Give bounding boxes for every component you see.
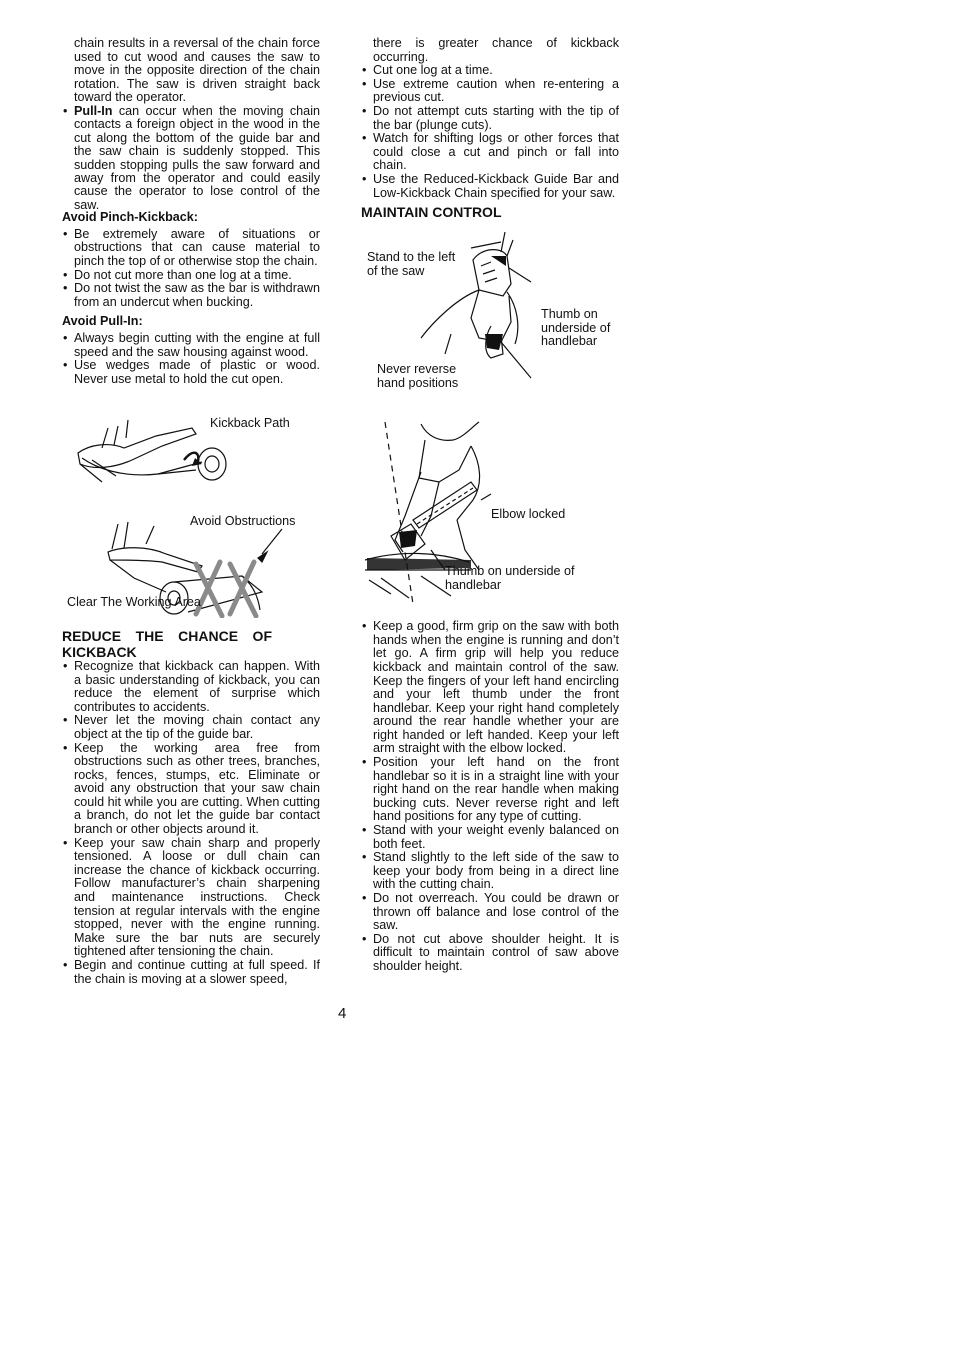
list-item: • Do not twist the saw as the bar is withdrawn from an undercut when bucking.: [62, 282, 320, 309]
maintain-control-heading: MAINTAIN CONTROL: [361, 204, 502, 221]
kickback-path-figure: [62, 408, 320, 508]
avoid-pinch-heading: Avoid Pinch-Kickback:: [62, 210, 198, 225]
avoid-pinch-list: [62, 228, 320, 310]
list-item: • Do not cut above shoulder height. It is difficult to maintain control of saw above shoulder height.: [361, 933, 619, 974]
clear-working-area-label: Clear The Working Area: [67, 595, 201, 610]
pull-in-item: [62, 105, 320, 212]
list-item: • Never let the moving chain contact any object at the tip of the guide bar.: [62, 714, 320, 741]
thumb-underside-label: Thumb on underside of handlebar: [541, 307, 611, 349]
pull-in-text: can occur when the moving chain contacts a foreign object in the wood in the cut along the bottom of the guide bar and the saw chain is suddenly stopped. This sudden stopping pulls the saw forward and away from the operator and could easily cause the operator to lose control of the saw.: [74, 103, 320, 212]
reduce-kickback-list: [62, 660, 320, 986]
list-item: • Begin and continue cutting at full speed. If the chain is moving at a slower speed,: [62, 959, 320, 986]
thumb-underside-label-2: Thumb on underside of handlebar: [445, 564, 575, 592]
avoid-pull-heading: Avoid Pull-In:: [62, 314, 143, 329]
left-column: [62, 37, 320, 986]
list-item: • Do not attempt cuts starting with the tip of the bar (plunge cuts).: [361, 105, 619, 132]
right-column: [361, 37, 619, 974]
list-item: • Cut one log at a time.: [361, 64, 619, 78]
list-item: • Keep a good, firm grip on the saw with both hands when the engine is running and don’t let go. A firm grip will help you reduce kickback and maintain control of the saw. Keep the fingers of your left hand encircling and your left thumb under the front handlebar. Keep your right hand completely around the rear handle whether your are right handed or left handed. Keep your left arm straight with the elbow locked.: [361, 620, 619, 756]
list-item: • Stand with your weight evenly balanced on both feet.: [361, 824, 619, 851]
list-item: • Keep your saw chain sharp and properly tensioned. A loose or dull chain can increase the chance of kickback occurring. Follow manufacturer’s chain sharpening and maintenance instructions. Check tension at regular intervals with the engine stopped, never with the engine running. Make sure the bar nuts are securely tightened after tensioning the chain.: [62, 837, 320, 959]
reduce-kickback-heading: REDUCE THE CHANCE OF KICKBACK: [62, 627, 272, 660]
plunge-continued: there is greater chance of kickback occurring.: [373, 36, 619, 64]
avoid-pull-list: [62, 332, 320, 386]
elbow-locked-label: Elbow locked: [491, 507, 566, 522]
avoid-obstructions-label: Avoid Obstructions: [190, 514, 296, 529]
cutting-tips-list: [361, 64, 619, 200]
list-item: • Always begin cutting with the engine at full speed and the saw housing against wood.: [62, 332, 320, 359]
kickback-intro-continued: chain results in a reversal of the chain force used to cut wood and causes the saw to move in the opposite direction of the chain rotation. The saw is driven straight back toward the operator.: [74, 36, 320, 105]
list-item: • Watch for shifting logs or other forces that could close a cut and pinch or fall into chain.: [361, 132, 619, 173]
list-item: • Use extreme caution when re-entering a previous cut.: [361, 78, 619, 105]
grip-figure: [361, 226, 619, 394]
list-item: • Do not cut more than one log at a time.: [62, 269, 320, 283]
list-item: • Use the Reduced-Kickback Guide Bar and Low-Kickback Chain specified for your saw.: [361, 173, 619, 200]
elbow-figure: [361, 420, 619, 605]
stand-left-label: Stand to the left of the saw: [367, 250, 456, 278]
list-item: • Keep the working area free from obstructions such as other trees, branches, rocks, fences, stumps, etc. Eliminate or avoid any obstruction that your saw chain could hit while you are cutting. When cutting a branch, do not let the guide bar contact branch or other objects around it.: [62, 742, 320, 837]
list-item: • Recognize that kickback can happen. With a basic understanding of kickback, you can reduce the element of surprise which contributes to accidents.: [62, 660, 320, 714]
never-reverse-label: Never reverse hand positions: [377, 362, 459, 390]
pull-in-term: Pull-In: [74, 103, 113, 118]
pull-in-list: [62, 105, 320, 212]
page-number: 4: [338, 1005, 347, 1022]
list-item: • Use wedges made of plastic or wood. Never use metal to hold the cut open.: [62, 359, 320, 386]
control-list: [361, 620, 619, 973]
kickback-path-label: Kickback Path: [210, 416, 290, 431]
list-item: • Position your left hand on the front handlebar so it is in a straight line with your right hand on the rear handle when making bucking cuts. Never reverse right and left hand positions for any type of cutting.: [361, 756, 619, 824]
list-item: • Stand slightly to the left side of the saw to keep your body from being in a direct line with the cutting chain.: [361, 851, 619, 892]
list-item: • Do not overreach. You could be drawn or thrown off balance and lose control of the saw.: [361, 892, 619, 933]
list-item: • Be extremely aware of situations or obstructions that can cause material to pinch the top of or otherwise stop the chain.: [62, 228, 320, 269]
